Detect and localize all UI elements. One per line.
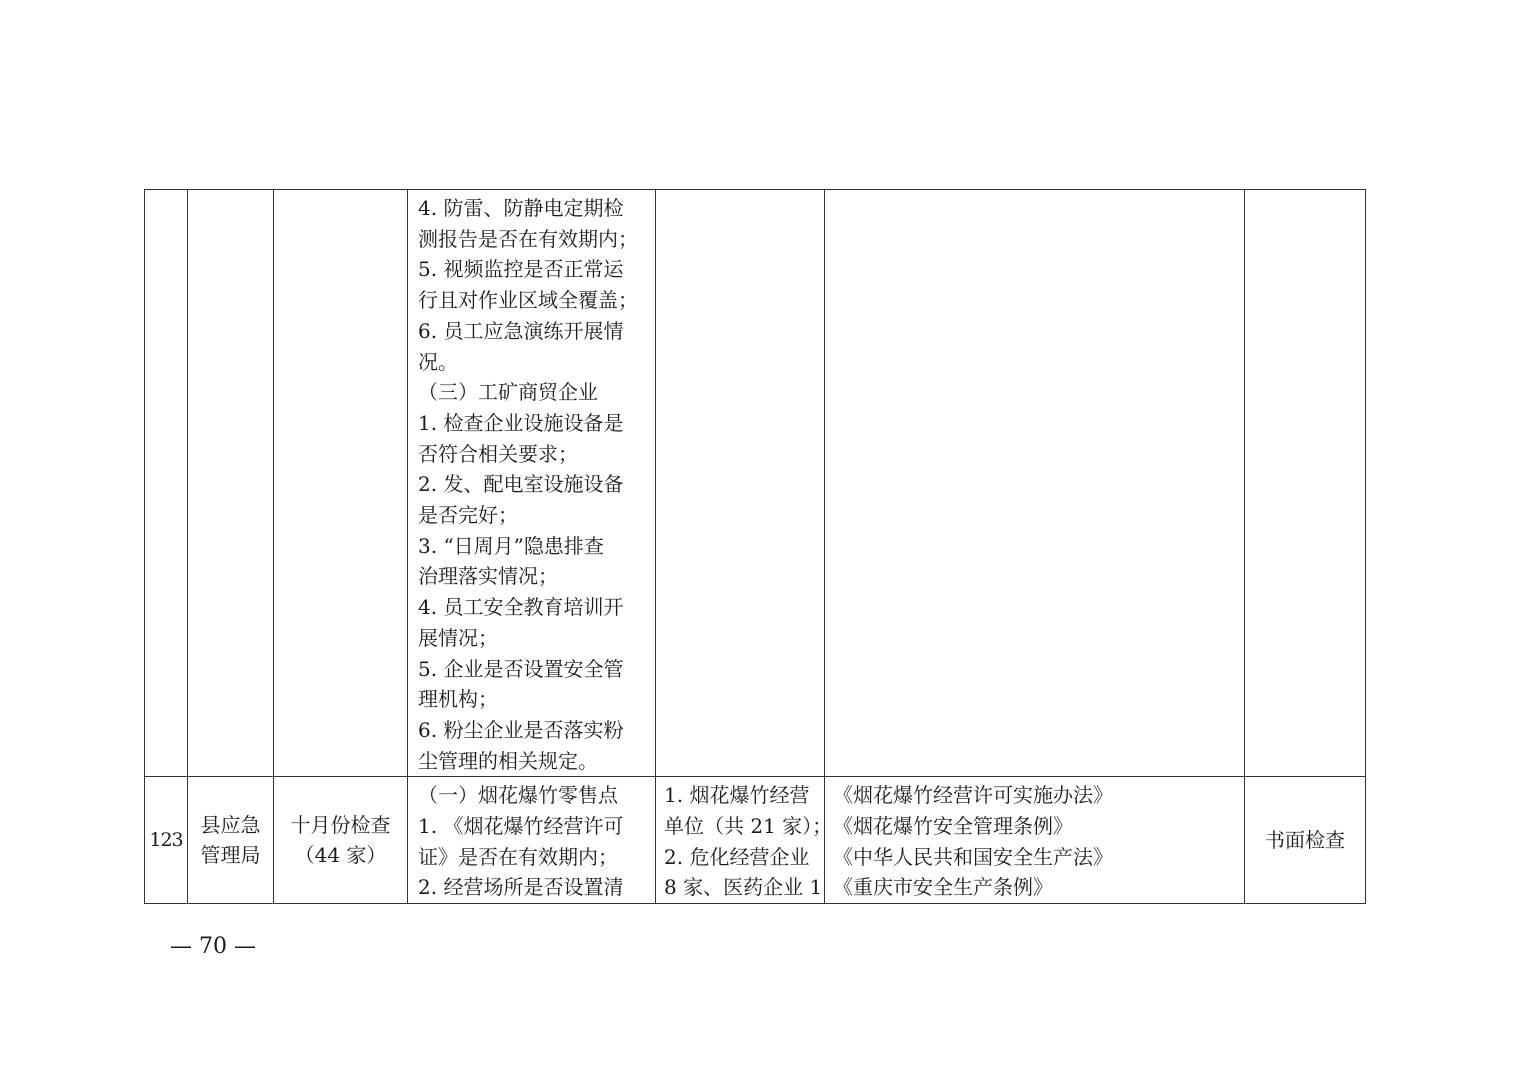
content-line: 1. 检查企业设施设备是 [418,410,624,435]
content-line: 3. “日周月”隐患排查 [418,533,604,558]
time-line: （44 家） [294,843,387,868]
basis-line: 《烟花爆竹安全管理条例》 [833,814,1073,839]
time-cell [274,190,408,777]
inspection-table [144,189,1366,904]
content-line: 展情况； [418,625,498,650]
object-line: 8 家、医药企业 1 [664,875,823,900]
content-line: 理机构； [418,687,498,712]
object-line: 2. 危化经营企业 [664,844,810,869]
content-line: 测报告是否在有效期内； [418,226,638,251]
unit-cell [188,190,274,777]
content-line: 6. 员工应急演练开展情 [418,318,624,343]
content-line: 4. 防雷、防静电定期检 [418,196,624,220]
content-line: 1. 《烟花爆竹经营许可 [418,814,624,839]
content-line: 是否完好； [418,503,518,528]
time-line: 十月份检查 [290,812,391,837]
method-cell [1245,190,1366,777]
table-row [145,190,1366,777]
content-line: 况。 [418,349,458,374]
object-cell [656,777,833,904]
index-cell [145,190,188,777]
content-cell [408,777,656,904]
basis-line: 《重庆市安全生产条例》 [833,875,1053,900]
time-cell [274,777,408,904]
index-cell [145,777,188,904]
object-line: 1. 烟花爆竹经营 [664,783,810,808]
content-line: 2. 发、配电室设施设备 [418,472,624,497]
content-line: 尘管理的相关规定。 [418,748,598,773]
basis-line: 《烟花爆竹经营许可实施办法》 [833,783,1113,808]
method-cell [1245,777,1366,904]
basis-cell [825,190,1245,777]
content-line: 5. 企业是否设置安全管 [418,656,624,681]
unit-cell [188,777,274,904]
object-cell [656,190,825,777]
unit-line: 县应急 [200,812,261,837]
content-line: 5. 视频监控是否正常运 [418,257,624,282]
table-row [145,777,1366,904]
method-text: 书面检查 [1265,827,1345,852]
page-number: — 70 — [170,934,256,959]
content-cell [408,190,656,777]
content-line: 证》是否在有效期内； [418,844,618,869]
content-line: 否符合相关要求； [418,441,578,466]
content-line: 治理落实情况； [418,564,558,589]
content-line: （一）烟花爆竹零售点 [418,783,618,808]
basis-cell [825,777,1245,904]
basis-line: 《中华人民共和国安全生产法》 [833,844,1113,869]
content-line: （三）工矿商贸企业 [418,380,598,405]
object-line: 单位（共 21 家）； [664,814,833,839]
content-line: 2. 经营场所是否设置清 [418,875,624,900]
content-line: 6. 粉尘企业是否落实粉 [418,717,624,742]
unit-line: 管理局 [200,843,261,868]
row-index: 123 [149,829,183,852]
content-line: 4. 员工安全教育培训开 [418,595,624,620]
content-line: 行且对作业区域全覆盖； [418,288,638,313]
